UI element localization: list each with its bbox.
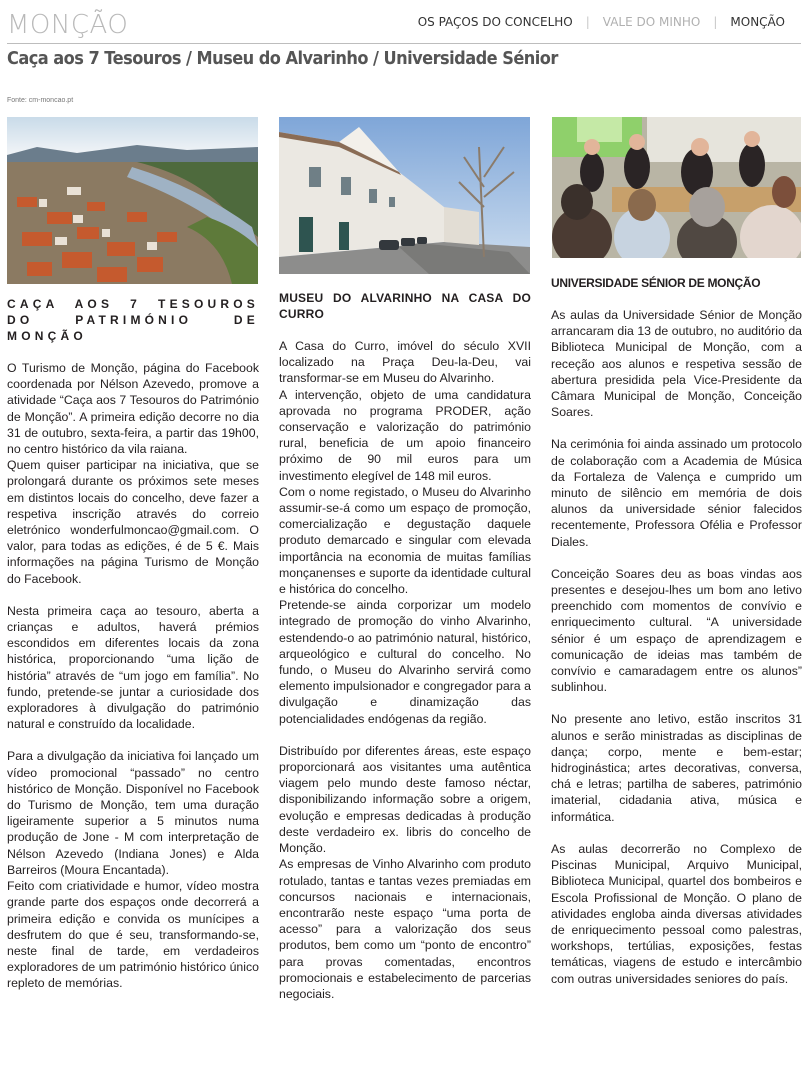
article-paragraph: Quem quiser participar na iniciativa, que se prolongará durante os próximos sete meses em distintos locais do concelho, deve fazer a respetiva inscrição através do correio eletrónico wonderfulmoncao@gmail.com. O valor, para todas as edições, é de 5 €. Mais informações na página Turismo de Monção do Facebook.: [7, 458, 259, 586]
article-paragraph: As aulas da Universidade Sénior de Monção arrancaram dia 13 de outubro, no auditório da Biblioteca Municipal de Monção, com a receção aos alunos e respetiva sessão de abertura presidida pela Vice-Presidente da Câmara Municipal de Monção, Conceição Soares.: [551, 308, 802, 420]
article-paragraph: No presente ano letivo, estão inscritos 31 alunos e serão ministradas as disciplinas de dança; corpo, mente e bem-estar; hidroginástica; artes decorativas, conversa, chá e letras; partilha de saberes, património imaterial, cidadania ativa, música e informática.: [551, 712, 802, 824]
article-paragraph: Com o nome registado, o Museu do Alvarinho assumir-se-á como um espaço de promoção, comercialização e degustação daquele produto demarcado e singular com elevada importância na economia de muitas famílias monçanenses e suporte da identidade cultural e histórica do concelho.: [279, 484, 531, 597]
source-credit: Fonte: cm-moncao.pt: [7, 97, 74, 104]
article-paragraph: Conceição Soares deu as boas vindas aos presentes e desejou-lhes um bom ano letivo preenchido com momentos de convívio e enriquecimento cultural. “A universidade sénior é um espaço de aprendizagem e comunicação de ideias mas também de convívio e camaradagem entre os alunos” sublinhou.: [551, 566, 802, 695]
header-divider: [7, 43, 801, 44]
nav-item-pacos-do-concelho[interactable]: OS PAÇOS DO CONCELHO: [417, 15, 573, 29]
article-paragraph: Na cerimónia foi ainda assinado um protocolo de colaboração com a Academia de Música da Fortaleza de Valença e cumprido um minuto de silêncio em memória de dois alunos da universidade sénior falecidos recentemente, Professora Ofélia e Professor Diales.: [551, 437, 802, 549]
masthead-title: MONÇÃO: [7, 10, 129, 40]
nav-item-vale-do-minho[interactable]: VALE DO MINHO: [602, 15, 701, 29]
photo-universidade-senior-session: [552, 117, 801, 258]
nav-item-moncao[interactable]: MONÇÃO: [730, 15, 785, 29]
article-paragraph: Para a divulgação da iniciativa foi lançado um vídeo promocional “passado” no centro histórico de Monção. Disponível no Facebook do Turismo de Monção, tem uma duração ligeiramente superior a 5 minutos numa produção de Jone - M com interpretação de Nélson Azevedo (Indiana Jones) e Alda Barreiros (Moura Encantada).: [7, 749, 259, 877]
page-headline: Caça aos 7 Tesouros / Museu do Alvarinho / Universidade Sénior: [7, 48, 558, 69]
article-paragraph: As aulas decorrerão no Complexo de Piscinas Municipal, Arquivo Municipal, Biblioteca Municipal, quartel dos bombeiros e Escola Profissional de Monção. O plano de atividades engloba ainda diversas atividades de enriquecimento pessoal como palestras, workshops, tertúlias, exposições, festas temáticas, viagens de estudo e intercâmbio com outras universidades seniores do país.: [551, 841, 802, 986]
photo-aerial-town: [7, 117, 258, 284]
article-paragraph: O Turismo de Monção, página do Facebook coordenada por Nélson Azevedo, promove a atividade “Caça aos 7 Tesouros do Património de Monção”. A primeira edição decorre no dia 31 de outubro, sexta-feira, a partir das 19h00, no centro histórico da vila raiana.: [7, 361, 259, 457]
article-caca-aos-tesouros: [7, 296, 259, 1008]
article-universidade-senior: [551, 275, 802, 1003]
article-paragraph: As empresas de Vinho Alvarinho com produto rotulado, tantas e tantas vezes premiadas em concursos nacionais e internacionais, encontrarão neste espaço “uma porta de acesso” para a valorização dos seus produtos, bem como um “ponto de encontro” para provas comentadas, encontros promocionais e estabelecimento de parcerias negociais.: [279, 857, 531, 1001]
article-paragraph: A Casa do Curro, imóvel do século XVII localizado na Praça Deu-la-Deu, vai transformar-se em Museu do Alvarinho.: [279, 339, 531, 386]
article-museu-do-alvarinho: [279, 290, 531, 1018]
article-title: UNIVERSIDADE SÉNIOR DE MONÇÃO: [551, 276, 761, 290]
article-paragraph: Pretende-se ainda corporizar um modelo integrado de promoção do vinho Alvarinho, estendendo-o ao património natural, histórico, arqueológico e cultural do concelho. No fundo, o Museu do Alvarinho servirá como elemento impulsionador e congregador para a divulgação e dinamização das potencialidades endógenas da região.: [279, 598, 531, 726]
top-navigation: [418, 15, 785, 29]
article-paragraph: A intervenção, objeto de uma candidatura aprovada no programa PRODER, ação conservação e valorização do património rural, beneficia de um apoio financeiro próximo de 90 mil euros para um investimento elegível de 148 mil euros.: [279, 387, 531, 483]
article-title: MUSEU DO ALVARINHO NA CASA DO CURRO: [279, 291, 531, 321]
article-paragraph: Feito com criatividade e humor, vídeo mostra grande parte dos espaços onde decorrerá a primeira edição e convida os munícipes a desfrutem do que é seu, transformando-se, neste final de tarde, em verdadeiros exploradores de um património histórico único repleto de memórias.: [7, 879, 259, 991]
article-paragraph: Distribuído por diferentes áreas, este espaço proporcionará aos visitantes uma autêntica viagem pelo mundo deste famoso néctar, disponibilizando informação sobre a origem, evolução e empresas dedicadas à produção deste verdadeiro ex. libris do concelho de Monção.: [279, 743, 531, 856]
nav-separator: |: [713, 15, 718, 29]
article-title: CAÇA AOS 7 TESOUROS DO PATRIMÓNIO DE MONÇÃO: [7, 297, 259, 343]
article-paragraph: Nesta primeira caça ao tesouro, aberta a crianças e adultos, haverá prémios escondidos em diferentes locais da zona histórica, proporcionando “uma lição de história” através de “um jogo em família”. No fundo, pretende-se juntar a curiosidade dos exploradores à divulgação do património natural e construído da localidade.: [7, 603, 259, 732]
nav-separator: |: [585, 15, 590, 29]
photo-casa-do-curro-street: [279, 117, 530, 274]
